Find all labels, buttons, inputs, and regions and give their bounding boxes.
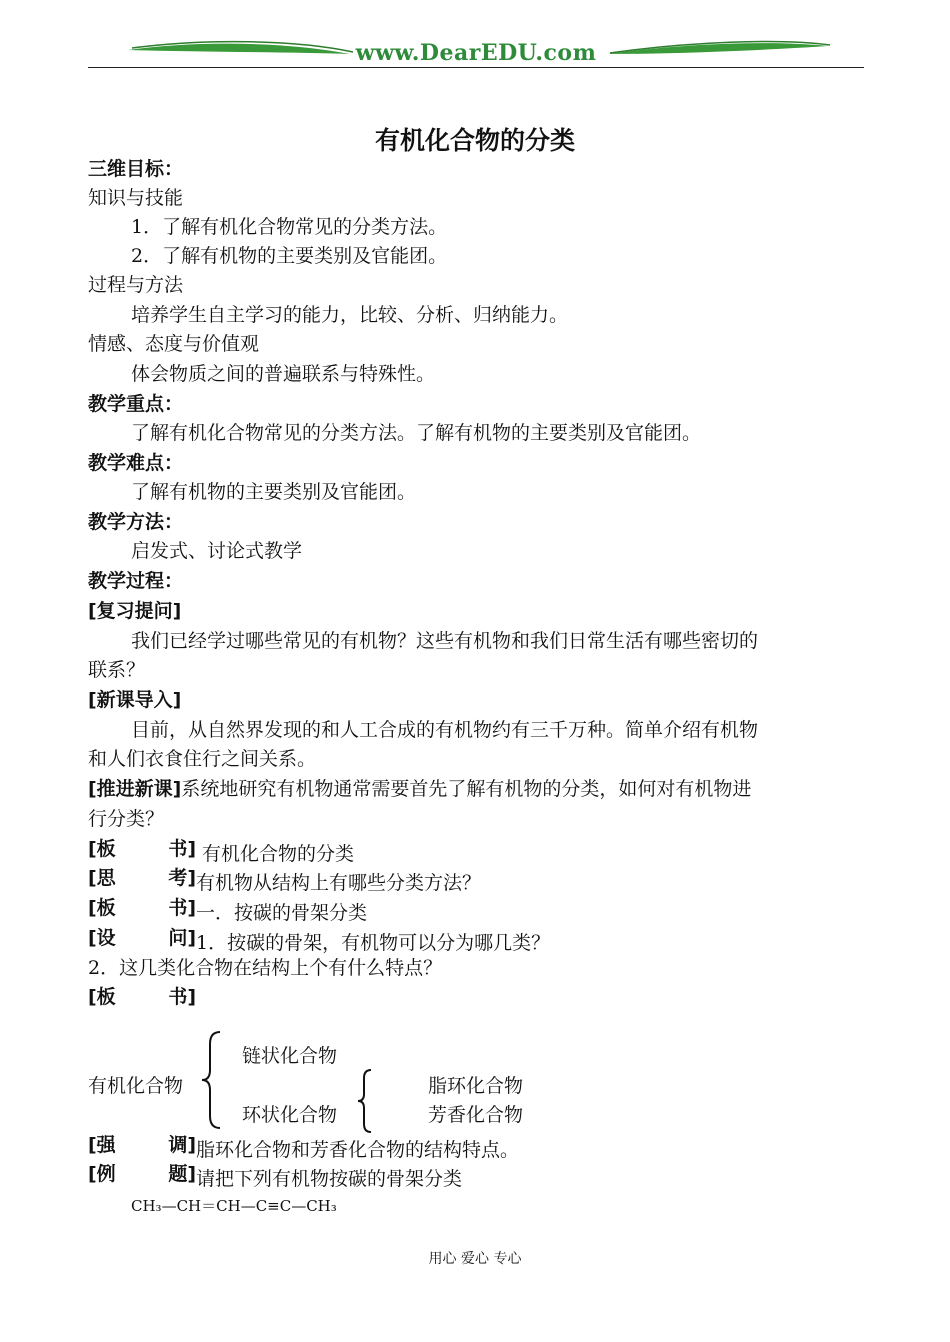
emphasis-text: 脂环化合物和芳香化合物的结构特点。 (196, 1139, 520, 1161)
example-text: 请把下列有机物按碳的骨架分类 (196, 1168, 463, 1190)
emotion-heading: 情感、态度与价值观 (88, 333, 260, 355)
knowledge-heading: 知识与技能 (88, 187, 184, 209)
header-banner (88, 36, 864, 68)
process-heading: 过程与方法 (88, 274, 184, 296)
think-line (88, 867, 482, 894)
review-text-1: 我们已经学过哪些常见的有机物？这些有机物和我们日常生活有哪些密切的 (131, 630, 759, 652)
board-tag-3: [板 书] (88, 986, 196, 1008)
ask-line (88, 927, 551, 954)
ask-tag: [设 问] (88, 927, 196, 949)
key-points-text: 了解有机化合物常见的分类方法。了解有机物的主要类别及官能团。 (131, 422, 702, 444)
knowledge-item-2: 2．了解有机物的主要类别及官能团。 (131, 245, 448, 267)
emphasis-line (88, 1134, 520, 1161)
review-text-2: 联系？ (88, 659, 146, 681)
emotion-text: 体会物质之间的普遍联系与特殊性。 (131, 363, 436, 385)
header-rule (88, 67, 864, 68)
class-ring: 环状化合物 (242, 1104, 338, 1126)
board-line-2 (88, 897, 368, 924)
key-points-heading: 教学重点： (88, 393, 184, 415)
process-text: 培养学生自主学习的能力，比较、分析、归纳能力。 (131, 304, 569, 326)
left-brace-icon (198, 1030, 228, 1130)
difficulties-text: 了解有机物的主要类别及官能团。 (131, 481, 417, 503)
emphasis-tag: [强 调] (88, 1134, 196, 1156)
advance-tag: [推进新课] (88, 778, 182, 800)
difficulties-heading: 教学难点： (88, 452, 184, 474)
process-main-heading: 教学过程： (88, 570, 184, 592)
think-tag: [思 考] (88, 867, 196, 889)
think-text: 有机物从结构上有哪些分类方法？ (196, 872, 482, 894)
left-brace-icon-2 (354, 1068, 376, 1134)
intro-tag: [新课导入] (88, 689, 182, 711)
ask-text: 1．按碳的骨架，有机物可以分为哪几类？ (196, 932, 551, 954)
advance-text-1: 系统地研究有机物通常需要首先了解有机物的分类，如何对有机物进 (181, 778, 752, 800)
methods-heading: 教学方法： (88, 511, 184, 533)
class-chain: 链状化合物 (242, 1045, 338, 1067)
chemical-formula: CH₃—CH＝CH—C≡C—CH₃ (131, 1197, 337, 1215)
objectives-heading: 三维目标： (88, 158, 184, 180)
board-text-1: 有机化合物的分类 (196, 843, 355, 865)
example-line (88, 1163, 463, 1190)
board-tag-2: [板 书] (88, 897, 196, 919)
knowledge-item-1: 1．了解有机化合物常见的分类方法。 (131, 216, 448, 238)
class-alicyclic: 脂环化合物 (428, 1075, 524, 1097)
advance-text-2: 行分类？ (88, 808, 165, 830)
board-line-3 (88, 986, 196, 1008)
review-tag: [复习提问] (88, 600, 182, 622)
class-root: 有机化合物 (88, 1075, 184, 1097)
example-tag: [例 题] (88, 1163, 196, 1185)
site-logo: www.DearEDU.com (355, 40, 597, 66)
board-tag: [板 书] (88, 838, 196, 860)
class-aromatic: 芳香化合物 (428, 1104, 524, 1126)
board-line-1 (88, 838, 355, 865)
advance-line-1 (88, 778, 751, 800)
methods-text: 启发式、讨论式教学 (131, 540, 303, 562)
intro-text-1: 目前，从自然界发现的和人工合成的有机物约有三千万种。简单介绍有机物 (131, 719, 759, 741)
board-text-2: 一．按碳的骨架分类 (196, 902, 368, 924)
intro-text-2: 和人们衣食住行之间关系。 (88, 748, 317, 770)
page-footer: 用心 爱心 专心 (428, 1251, 522, 1267)
page-title: 有机化合物的分类 (374, 126, 575, 155)
ask-text-2: 2．这几类化合物在结构上个有什么特点？ (88, 957, 443, 979)
